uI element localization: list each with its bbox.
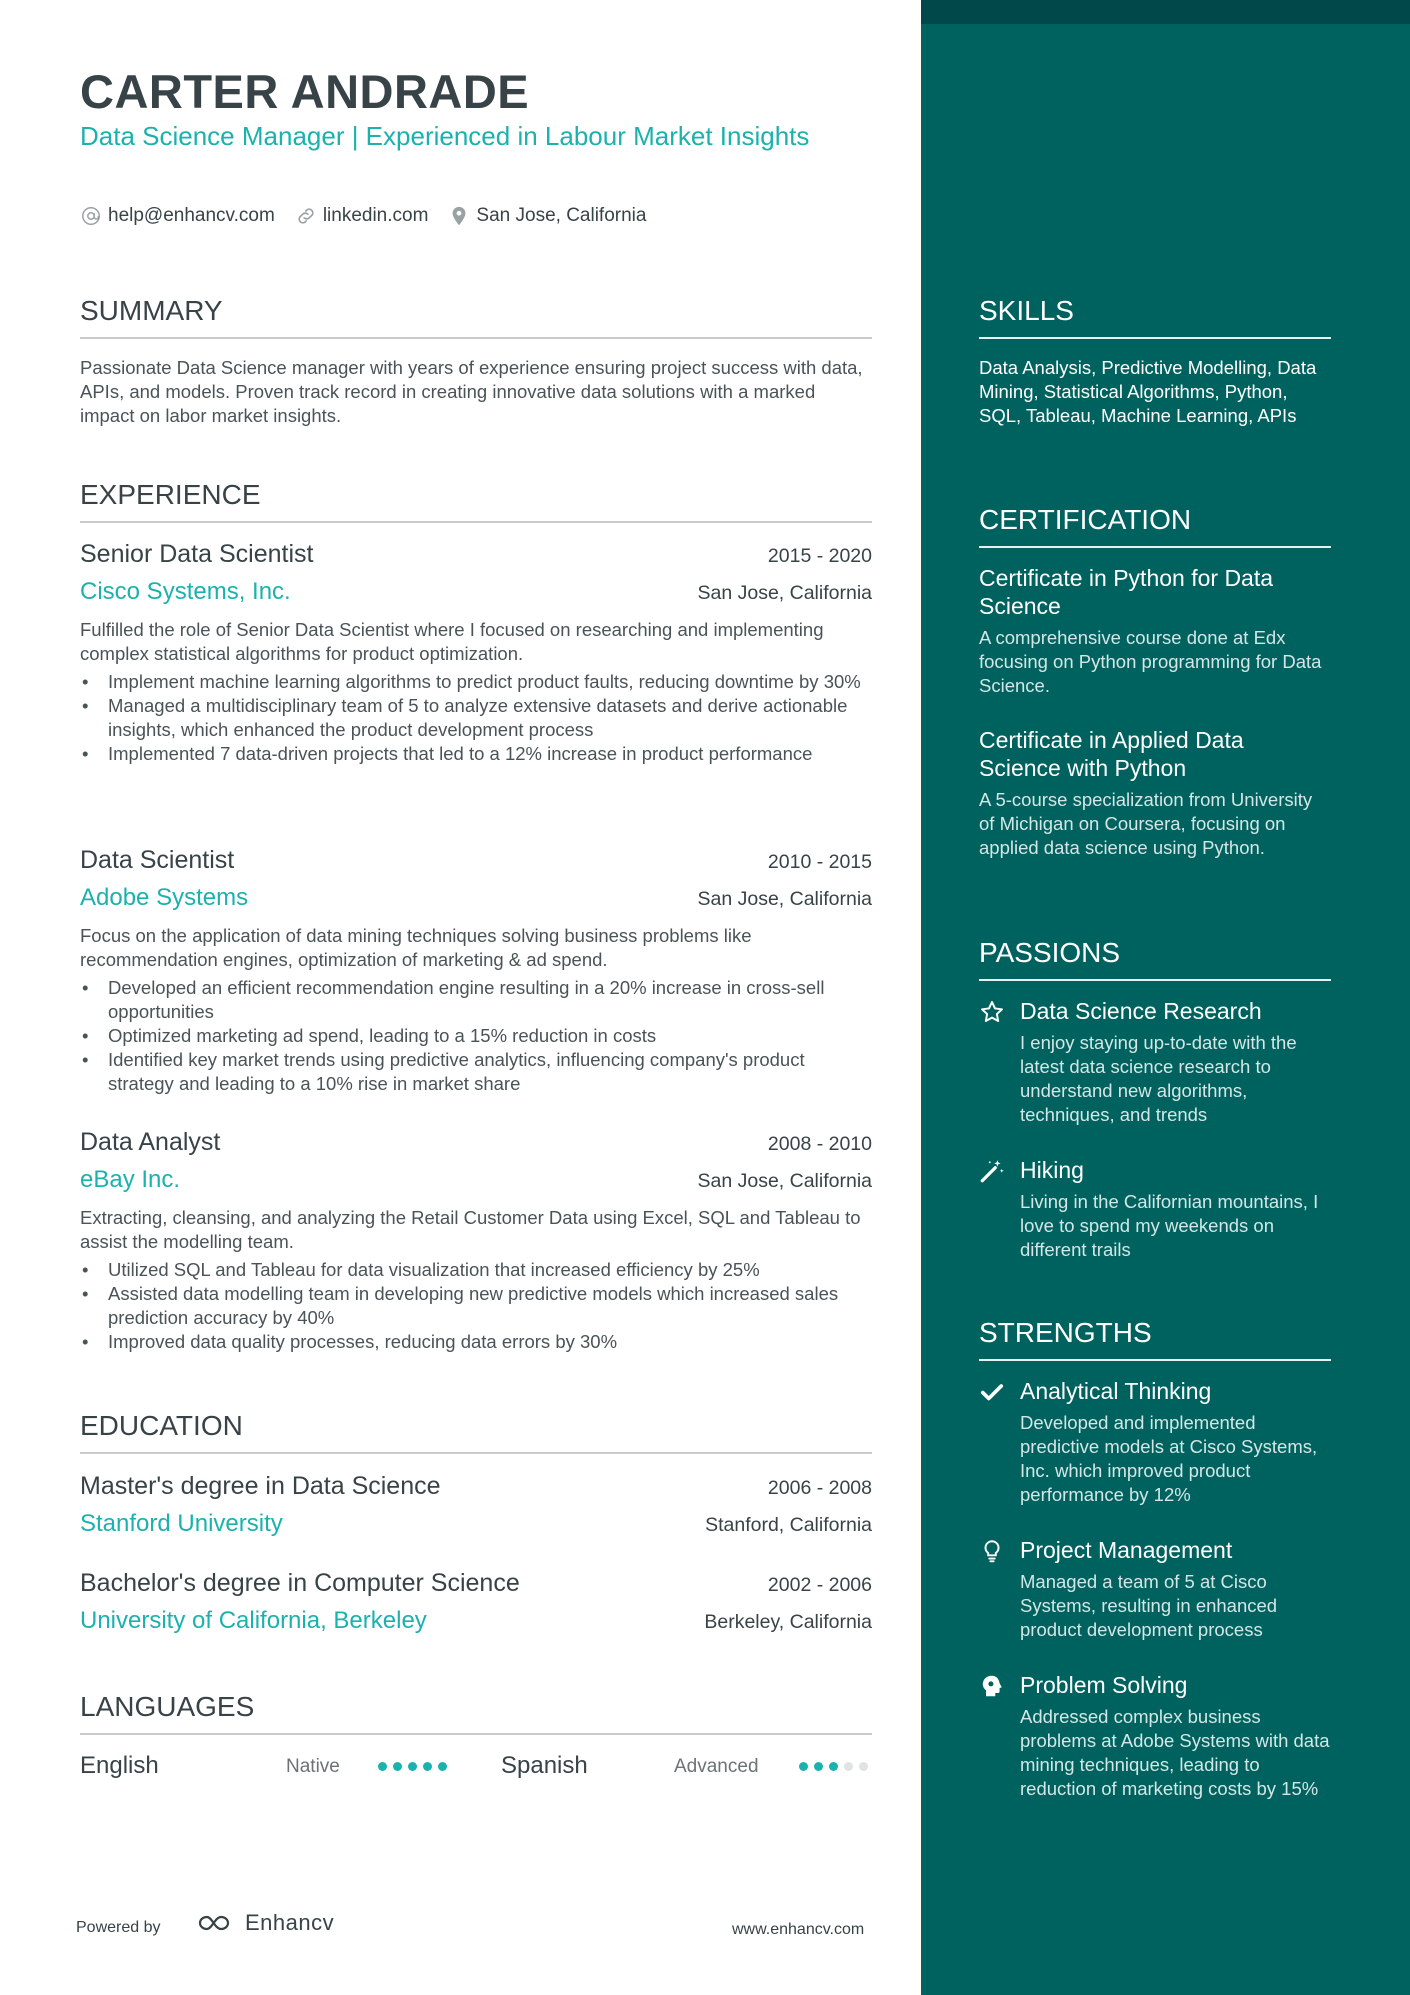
strength-title: Problem Solving [1020, 1672, 1188, 1698]
degree-title: Bachelor's degree in Computer Science [80, 1569, 520, 1597]
job-entry [80, 540, 872, 766]
rating-dot-filled [814, 1762, 823, 1771]
job-location: San Jose, California [697, 582, 872, 604]
candidate-name: CARTER ANDRADE [80, 65, 530, 118]
job-entry [80, 846, 872, 1096]
email-text: help@enhancv.com [108, 205, 275, 226]
achievement-item: • Utilized SQL and Tableau for data visualization that increased efficiency by 25% [80, 1258, 872, 1282]
summary-title: SUMMARY [80, 295, 872, 339]
company-name: eBay Inc. [80, 1166, 181, 1193]
rating-dot-filled [438, 1762, 447, 1771]
education-entry [80, 1472, 872, 1538]
strength-description: Managed a team of 5 at Cisco Systems, resulting in enhanced product development process [1020, 1571, 1278, 1640]
passion-description: Living in the Californian mountains, I love to spend my weekends on different trails [1020, 1191, 1319, 1260]
achievement-item: • Developed an efficient recommendation engine resulting in a 20% increase in cross-sell opportunities [80, 976, 872, 1024]
magic-wand-icon [979, 1158, 1005, 1184]
lightbulb-icon [979, 1538, 1005, 1564]
language-level: Advanced [674, 1756, 759, 1777]
strength-entry [979, 1536, 1331, 1642]
achievement-item: • Implement machine learning algorithms to predict product faults, reducing downtime by 30% [80, 670, 872, 694]
certification-title: CERTIFICATION [979, 504, 1331, 548]
certification-description: A 5-course specialization from University of Michigan on Coursera, focusing on applied data science using Python. [979, 789, 1313, 858]
passion-description: I enjoy staying up-to-date with the latest data science research to understand new algorithms, techniques, and trends [1020, 1032, 1297, 1125]
contact-bar [80, 205, 666, 227]
job-description: Focus on the application of data mining techniques solving business problems like recommendation engines, optimization of marketing & ad spend. [80, 925, 752, 970]
achievement-item: • Optimized marketing ad spend, leading to a 15% reduction in costs [80, 1024, 872, 1048]
school-location: Stanford, California [705, 1514, 872, 1536]
school-name: Stanford University [80, 1510, 283, 1537]
degree-title: Master's degree in Data Science [80, 1472, 441, 1500]
passion-entry [979, 997, 1331, 1127]
achievement-item: • Improved data quality processes, reducing data errors by 30% [80, 1330, 872, 1354]
star-icon [979, 999, 1005, 1025]
strength-description: Developed and implemented predictive models at Cisco Systems, Inc. which improved product performance by 12% [1020, 1412, 1318, 1505]
passion-title: Hiking [1020, 1157, 1084, 1183]
achievement-item: • Implemented 7 data-driven projects that led to a 12% increase in product performance [80, 742, 872, 766]
company-name: Cisco Systems, Inc. [80, 578, 291, 605]
enhancv-logo[interactable] [195, 1910, 334, 1936]
job-title: Data Analyst [80, 1128, 221, 1156]
achievement-item: • Managed a multidisciplinary team of 5 to analyze extensive datasets and derive actionable insights, which enhanced the product development process [80, 694, 872, 742]
certification-name: Certificate in Applied Data Science with Python [979, 727, 1244, 781]
contact-linkedin[interactable] [295, 205, 429, 227]
education-dates: 2002 - 2006 [767, 1574, 872, 1596]
passions-title: PASSIONS [979, 937, 1331, 981]
job-location: San Jose, California [697, 888, 872, 910]
contact-email[interactable] [80, 205, 275, 227]
languages-title: LANGUAGES [80, 1691, 872, 1735]
job-title: Data Scientist [80, 846, 235, 874]
language-rating [799, 1762, 874, 1771]
checkmark-icon [979, 1379, 1005, 1405]
rating-dot-empty [859, 1762, 868, 1771]
language-level: Native [286, 1756, 340, 1777]
rating-dot-filled [393, 1762, 402, 1771]
experience-title: EXPERIENCE [80, 479, 872, 523]
school-location: Berkeley, California [704, 1611, 872, 1633]
strength-title: Analytical Thinking [1020, 1378, 1212, 1404]
achievement-item: • Identified key market trends using predictive analytics, influencing company's product strategy and leading to a 10% rise in market share [80, 1048, 872, 1096]
job-entry [80, 1128, 872, 1354]
job-achievements [80, 670, 872, 766]
company-name: Adobe Systems [80, 884, 249, 911]
education-title: EDUCATION [80, 1410, 872, 1454]
education-entry [80, 1569, 872, 1635]
education-dates: 2006 - 2008 [767, 1477, 872, 1499]
rating-dot-filled [378, 1762, 387, 1771]
language-name: Spanish [501, 1752, 588, 1779]
strength-title: Project Management [1020, 1537, 1233, 1563]
rating-dot-filled [408, 1762, 417, 1771]
job-dates: 2008 - 2010 [767, 1133, 872, 1155]
job-dates: 2010 - 2015 [767, 851, 872, 873]
language-name: English [80, 1752, 159, 1779]
passion-entry [979, 1156, 1331, 1262]
languages-row [80, 1752, 872, 1788]
skills-list: Data Analysis, Predictive Modelling, Data Mining, Statistical Algorithms, Python, SQL, Tableau, Machine Learning, APIs [979, 357, 1317, 426]
brain-icon [979, 1673, 1005, 1699]
summary-text: Passionate Data Science manager with years of experience ensuring project success with data, APIs, and models. Proven track record in creating innovative data solutions with a marked impact on labor market insights. [80, 357, 863, 426]
footer-url[interactable]: www.enhancv.com [732, 1921, 865, 1938]
language-rating [378, 1762, 453, 1771]
brand-name: Enhancv [245, 1910, 335, 1935]
job-dates: 2015 - 2020 [767, 545, 872, 567]
skills-title: SKILLS [979, 295, 1331, 339]
strength-description: Addressed complex business problems at Adobe Systems with data mining techniques, leading to reduction of marketing costs by 15% [1020, 1706, 1330, 1799]
school-name: University of California, Berkeley [80, 1607, 427, 1634]
job-achievements [80, 1258, 872, 1354]
strength-entry [979, 1671, 1331, 1801]
certification-description: A comprehensive course done at Edx focusing on Python programming for Data Science. [979, 627, 1322, 696]
infinity-logo-icon [195, 1911, 239, 1935]
link-icon [295, 205, 317, 227]
powered-by-label: Powered by [76, 1919, 161, 1936]
location-pin-icon [448, 205, 470, 227]
sidebar-top-band [921, 0, 1410, 24]
job-description: Extracting, cleansing, and analyzing the Retail Customer Data using Excel, SQL and Tableau to assist the modelling team. [80, 1207, 861, 1252]
job-title: Senior Data Scientist [80, 540, 314, 568]
rating-dot-filled [799, 1762, 808, 1771]
achievement-item: • Assisted data modelling team in developing new predictive models which increased sales prediction accuracy by 40% [80, 1282, 872, 1330]
job-achievements [80, 976, 872, 1096]
passion-title: Data Science Research [1020, 998, 1262, 1024]
certification-entry [979, 726, 1331, 860]
headline: Data Science Manager | Experienced in Labour Market Insights [80, 121, 810, 151]
strengths-title: STRENGTHS [979, 1317, 1331, 1361]
rating-dot-filled [423, 1762, 432, 1771]
strength-entry [979, 1377, 1331, 1507]
job-location: San Jose, California [697, 1170, 872, 1192]
contact-location [448, 205, 646, 227]
location-text: San Jose, California [476, 205, 647, 226]
certification-entry [979, 564, 1331, 698]
certification-name: Certificate in Python for Data Science [979, 565, 1274, 619]
at-sign-icon [80, 205, 102, 227]
job-description: Fulfilled the role of Senior Data Scientist where I focused on researching and implementing complex statistical algorithms for product optimization. [80, 619, 824, 664]
rating-dot-empty [844, 1762, 853, 1771]
linkedin-text: linkedin.com [322, 205, 429, 226]
rating-dot-filled [829, 1762, 838, 1771]
